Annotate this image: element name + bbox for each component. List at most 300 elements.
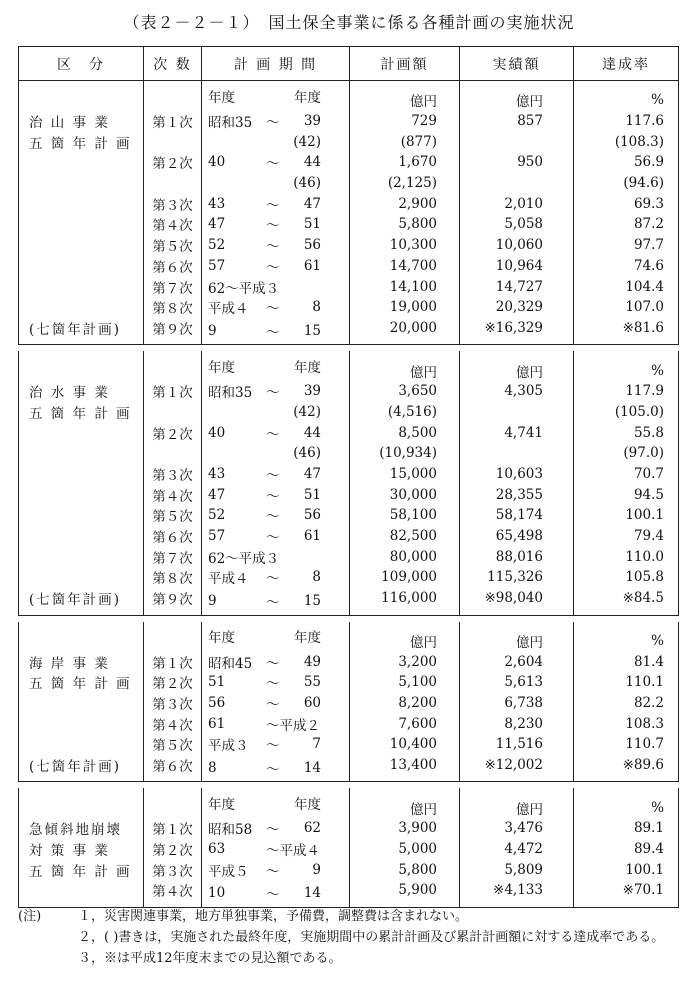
rate-cell: 89.1 [574, 818, 679, 839]
planned-cell: 729 [350, 111, 460, 132]
planned-cell: 8,200 [350, 693, 460, 714]
period-start: 47 [208, 216, 226, 233]
phase-cell: 第４次 [144, 880, 202, 907]
actual-cell [460, 173, 574, 194]
header-rate: 達成率 [574, 47, 679, 81]
period-cell [202, 859, 350, 880]
phase-cell: 第２次 [144, 422, 202, 443]
category-label [19, 351, 144, 381]
rate-cell: % [574, 622, 679, 652]
planned-cell: 13,400 [350, 755, 460, 782]
rate-cell: 100.1 [574, 859, 679, 880]
table-row [19, 693, 679, 714]
table-row [19, 880, 679, 907]
period-tilde: ～ [266, 595, 280, 612]
rate-cell: (105.0) [574, 402, 679, 423]
category-label [19, 546, 144, 567]
rate-cell: (94.6) [574, 173, 679, 194]
period-tilde: ～ [266, 197, 280, 214]
planned-cell: (2,125) [350, 173, 460, 194]
period-end: 年度 [294, 797, 321, 814]
table-row [19, 484, 679, 505]
phase-cell: 第４次 [144, 484, 202, 505]
table-row [19, 111, 679, 132]
period-cell [202, 755, 350, 782]
period-cell [202, 256, 350, 277]
table-row [19, 214, 679, 235]
actual-cell [460, 443, 574, 464]
period-cell [202, 622, 350, 652]
period-tilde: ～ [266, 115, 280, 132]
period-end: (46) [293, 445, 321, 462]
phase-cell: 第４次 [144, 214, 202, 235]
period-cell [202, 351, 350, 381]
rate-cell: 94.5 [574, 484, 679, 505]
actual-cell: 58,174 [460, 505, 574, 526]
period-tilde: ～ [266, 863, 280, 880]
period-cell [202, 173, 350, 194]
table-row [19, 546, 679, 567]
table-row [19, 859, 679, 880]
period-end: (42) [293, 133, 321, 150]
rate-cell: ※70.1 [574, 880, 679, 907]
period-end: 51 [303, 216, 321, 233]
table-row [19, 464, 679, 485]
table-row [19, 276, 679, 297]
phase-cell: 第６次 [144, 755, 202, 782]
period-end: 47 [303, 195, 321, 212]
phase-cell: 第４次 [144, 713, 202, 734]
period-cell [202, 880, 350, 907]
period-end: 7 [312, 736, 321, 753]
planned-cell: 億円 [350, 622, 460, 652]
phase-cell: 第２次 [144, 839, 202, 860]
rate-cell: ※89.6 [574, 755, 679, 782]
period-end: 62 [303, 820, 321, 837]
planned-cell: 2,900 [350, 193, 460, 214]
table-row [19, 526, 679, 547]
phase-cell [144, 131, 202, 152]
period-tilde: ～ [266, 239, 280, 256]
category-label: 五 箇 年 計 画 [19, 402, 144, 423]
planned-cell: 7,600 [350, 713, 460, 734]
table-row [19, 131, 679, 152]
actual-cell [460, 131, 574, 152]
period-tilde: ～ [266, 426, 280, 443]
planned-cell: 5,900 [350, 880, 460, 907]
period-tilde: ～ [266, 259, 280, 276]
actual-cell: 857 [460, 111, 574, 132]
category-label [19, 214, 144, 235]
rate-cell: 74.6 [574, 256, 679, 277]
period-start: 52 [208, 507, 226, 524]
phase-cell: 第８次 [144, 297, 202, 318]
period-tilde: ～ [266, 218, 280, 235]
phase-cell: 第２次 [144, 672, 202, 693]
rate-cell: 107.0 [574, 297, 679, 318]
category-label: 五 箇 年 計 画 [19, 672, 144, 693]
period-tilde: ～ [266, 530, 280, 547]
period-cell [202, 788, 350, 818]
period-end: 49 [303, 653, 321, 670]
planned-cell: 億円 [350, 788, 460, 818]
category-label [19, 235, 144, 256]
period-cell [202, 235, 350, 256]
rate-cell: (108.3) [574, 131, 679, 152]
rate-cell: 97.7 [574, 235, 679, 256]
period-end: (46) [293, 175, 321, 192]
phase-cell [144, 443, 202, 464]
actual-cell: 65,498 [460, 526, 574, 547]
period-start: 年度 [208, 89, 235, 106]
note-text: ３，※は平成12年度末までの見込額である。 [78, 951, 342, 966]
actual-cell: ※98,040 [460, 588, 574, 615]
period-cell [202, 734, 350, 755]
rate-cell: 117.6 [574, 111, 679, 132]
category-label [19, 484, 144, 505]
category-label: 急傾斜地崩壊 [19, 818, 144, 839]
rate-cell: 55.8 [574, 422, 679, 443]
period-end: 61 [303, 528, 321, 545]
actual-cell: 4,472 [460, 839, 574, 860]
planned-cell: 80,000 [350, 546, 460, 567]
actual-cell: 10,964 [460, 256, 574, 277]
table-row [19, 173, 679, 194]
period-start: 43 [208, 195, 226, 212]
rate-cell: % [574, 788, 679, 818]
actual-cell: ※16,329 [460, 318, 574, 345]
period-start: 40 [208, 154, 226, 171]
table-row [19, 443, 679, 464]
period-cell [202, 131, 350, 152]
table-row [19, 755, 679, 782]
phase-cell [144, 402, 202, 423]
rate-cell: % [574, 351, 679, 381]
actual-cell: 10,603 [460, 464, 574, 485]
period-cell [202, 818, 350, 839]
planned-cell: 14,700 [350, 256, 460, 277]
table-row [19, 788, 679, 818]
period-end: 年度 [294, 630, 321, 647]
period-start: 56 [208, 694, 226, 711]
actual-cell: 4,305 [460, 381, 574, 402]
period-cell [202, 713, 350, 734]
period-tilde: ～ [266, 571, 280, 588]
header-phase: 次 数 [144, 47, 202, 81]
category-label [19, 276, 144, 297]
rate-cell: 79.4 [574, 526, 679, 547]
planned-cell: 58,100 [350, 505, 460, 526]
category-label [19, 788, 144, 818]
actual-cell: 10,060 [460, 235, 574, 256]
period-cell [202, 484, 350, 505]
period-start: 平成５ [208, 863, 249, 880]
period-cell [202, 81, 350, 111]
planned-cell: 82,500 [350, 526, 460, 547]
category-label: (七箇年計画) [19, 318, 144, 345]
period-start: 10 [208, 885, 226, 902]
phase-cell [144, 173, 202, 194]
period-tilde: ～ [266, 676, 280, 693]
planned-cell: 3,200 [350, 651, 460, 672]
actual-cell: ※12,002 [460, 755, 574, 782]
phase-cell: 第１次 [144, 818, 202, 839]
table-row [19, 351, 679, 381]
planned-cell: 1,670 [350, 152, 460, 173]
period-start: 年度 [208, 360, 235, 377]
period-cell [202, 402, 350, 423]
category-label [19, 880, 144, 907]
period-tilde: ～ [266, 385, 280, 402]
period-cell [202, 152, 350, 173]
actual-cell: 8,230 [460, 713, 574, 734]
table-row [19, 713, 679, 734]
period-tilde: ～ [266, 761, 280, 778]
actual-cell: 14,727 [460, 276, 574, 297]
period-start: 年度 [208, 630, 235, 647]
header-category: 区 分 [19, 47, 144, 81]
period-tilde: ～ [266, 655, 280, 672]
category-label [19, 505, 144, 526]
planned-cell: 10,400 [350, 734, 460, 755]
period-start: 平成４ [208, 571, 249, 588]
actual-cell: 5,058 [460, 214, 574, 235]
actual-cell: 4,741 [460, 422, 574, 443]
category-label [19, 173, 144, 194]
phase-cell: 第７次 [144, 276, 202, 297]
actual-cell: 3,476 [460, 818, 574, 839]
actual-cell: 6,738 [460, 693, 574, 714]
period-cell [202, 567, 350, 588]
table-row [19, 734, 679, 755]
actual-cell: 11,516 [460, 734, 574, 755]
table-row [19, 588, 679, 615]
actual-cell: 億円 [460, 81, 574, 111]
planned-cell: 5,800 [350, 214, 460, 235]
rate-cell: (97.0) [574, 443, 679, 464]
category-label: 対 策 事 業 [19, 839, 144, 860]
category-label [19, 297, 144, 318]
rate-cell: 69.3 [574, 193, 679, 214]
rate-cell: ※81.6 [574, 318, 679, 345]
planned-cell: 億円 [350, 351, 460, 381]
period-cell [202, 651, 350, 672]
period-end: 44 [303, 424, 321, 441]
category-label: (七箇年計画) [19, 588, 144, 615]
category-label: 五 箇 年 計 画 [19, 859, 144, 880]
note-item [18, 927, 688, 948]
period-cell [202, 672, 350, 693]
phase-cell: 第８次 [144, 567, 202, 588]
planned-cell: 14,100 [350, 276, 460, 297]
period-tilde: ～平成２ [266, 717, 320, 734]
table-row [19, 318, 679, 345]
table-row [19, 152, 679, 173]
planned-cell: 3,650 [350, 381, 460, 402]
phase-cell: 第３次 [144, 464, 202, 485]
period-end: 44 [303, 154, 321, 171]
category-label [19, 443, 144, 464]
notes [18, 906, 688, 969]
period-start: 62～平成３ [208, 280, 280, 297]
table-row [19, 381, 679, 402]
category-label [19, 464, 144, 485]
rate-cell: 110.1 [574, 672, 679, 693]
phase-cell [144, 788, 202, 818]
period-cell [202, 193, 350, 214]
phase-cell [144, 351, 202, 381]
period-start: 52 [208, 237, 226, 254]
period-start: 43 [208, 466, 226, 483]
note-item [18, 948, 688, 969]
period-cell [202, 297, 350, 318]
period-tilde: ～ [266, 468, 280, 485]
actual-cell: 950 [460, 152, 574, 173]
note-text: １，災害関連事業，地方単独事業，予備費，調整費は含まれない。 [78, 909, 469, 924]
planned-cell: (877) [350, 131, 460, 152]
phase-cell: 第５次 [144, 235, 202, 256]
phase-cell: 第９次 [144, 318, 202, 345]
period-start: 62～平成３ [208, 550, 280, 567]
planned-cell: (4,516) [350, 402, 460, 423]
actual-cell: 5,613 [460, 672, 574, 693]
rate-cell: 100.1 [574, 505, 679, 526]
actual-cell: 億円 [460, 788, 574, 818]
period-start: 昭和35 [208, 115, 253, 132]
period-cell [202, 381, 350, 402]
period-start: 51 [208, 674, 226, 691]
phase-cell: 第３次 [144, 193, 202, 214]
phase-cell: 第１次 [144, 111, 202, 132]
category-label [19, 152, 144, 173]
planned-cell: 15,000 [350, 464, 460, 485]
table-row [19, 839, 679, 860]
category-label [19, 622, 144, 652]
period-tilde: ～ [266, 738, 280, 755]
category-label [19, 256, 144, 277]
period-cell [202, 276, 350, 297]
category-label: (七箇年計画) [19, 755, 144, 782]
actual-cell: 88,016 [460, 546, 574, 567]
period-end: 39 [303, 113, 321, 130]
actual-cell: 5,809 [460, 859, 574, 880]
period-start: 47 [208, 486, 226, 503]
plan-status-table [18, 46, 679, 908]
period-start: 昭和58 [208, 822, 253, 839]
phase-cell: 第３次 [144, 693, 202, 714]
phase-cell: 第５次 [144, 734, 202, 755]
planned-cell: 5,000 [350, 839, 460, 860]
rate-cell: 87.2 [574, 214, 679, 235]
period-start: 61 [208, 715, 226, 732]
period-start: 昭和45 [208, 655, 253, 672]
period-end: 9 [312, 861, 321, 878]
planned-cell: 19,000 [350, 297, 460, 318]
table-row [19, 567, 679, 588]
period-start: 平成４ [208, 301, 249, 318]
category-label [19, 693, 144, 714]
period-start: 9 [208, 322, 217, 339]
rate-cell: 82.2 [574, 693, 679, 714]
period-end: 56 [303, 237, 321, 254]
period-end: 14 [303, 759, 321, 776]
period-start: 平成３ [208, 738, 249, 755]
period-end: 8 [312, 299, 321, 316]
period-end: 年度 [294, 360, 321, 377]
period-end: 15 [303, 322, 321, 339]
period-cell [202, 693, 350, 714]
period-cell [202, 214, 350, 235]
period-cell [202, 318, 350, 345]
actual-cell: 28,355 [460, 484, 574, 505]
note-text: ２，( )書きは，実施された最終年度，実施期間中の累計計画及び累計計画額に対する達成率である。 [78, 930, 665, 945]
period-tilde: ～ [266, 696, 280, 713]
period-cell [202, 526, 350, 547]
category-label: 五 箇 年 計 画 [19, 131, 144, 152]
rate-cell: 56.9 [574, 152, 679, 173]
category-label: 治 水 事 業 [19, 381, 144, 402]
phase-cell [144, 622, 202, 652]
table-row [19, 622, 679, 652]
rate-cell: 110.7 [574, 734, 679, 755]
phase-cell: 第７次 [144, 546, 202, 567]
period-cell [202, 422, 350, 443]
period-end: 55 [303, 674, 321, 691]
header-planned: 計画額 [350, 47, 460, 81]
rate-cell: % [574, 81, 679, 111]
table-row [19, 422, 679, 443]
category-label [19, 713, 144, 734]
period-end: 年度 [294, 89, 321, 106]
phase-cell: 第９次 [144, 588, 202, 615]
actual-cell: 2,010 [460, 193, 574, 214]
period-start: 57 [208, 257, 226, 274]
phase-cell [144, 81, 202, 111]
actual-cell: ※4,133 [460, 880, 574, 907]
planned-cell: 20,000 [350, 318, 460, 345]
table-row [19, 235, 679, 256]
header-period: 計 画 期 間 [202, 47, 350, 81]
actual-cell: 億円 [460, 351, 574, 381]
table-row [19, 256, 679, 277]
period-cell [202, 546, 350, 567]
planned-cell: (10,934) [350, 443, 460, 464]
actual-cell: 115,326 [460, 567, 574, 588]
planned-cell: 3,900 [350, 818, 460, 839]
period-cell [202, 464, 350, 485]
note-item [18, 906, 688, 927]
category-label [19, 567, 144, 588]
period-tilde: ～ [266, 488, 280, 505]
period-cell [202, 588, 350, 615]
phase-cell: 第５次 [144, 505, 202, 526]
period-start: 昭和35 [208, 385, 253, 402]
actual-cell: 2,604 [460, 651, 574, 672]
period-tilde: ～ [266, 822, 280, 839]
period-end: 47 [303, 466, 321, 483]
period-start: 年度 [208, 797, 235, 814]
table-row [19, 297, 679, 318]
period-end: 61 [303, 257, 321, 274]
planned-cell: 30,000 [350, 484, 460, 505]
period-start: 8 [208, 759, 217, 776]
category-label [19, 81, 144, 111]
period-end: 14 [303, 885, 321, 902]
category-label [19, 526, 144, 547]
period-start: 57 [208, 528, 226, 545]
category-label: 治 山 事 業 [19, 111, 144, 132]
rate-cell: 70.7 [574, 464, 679, 485]
